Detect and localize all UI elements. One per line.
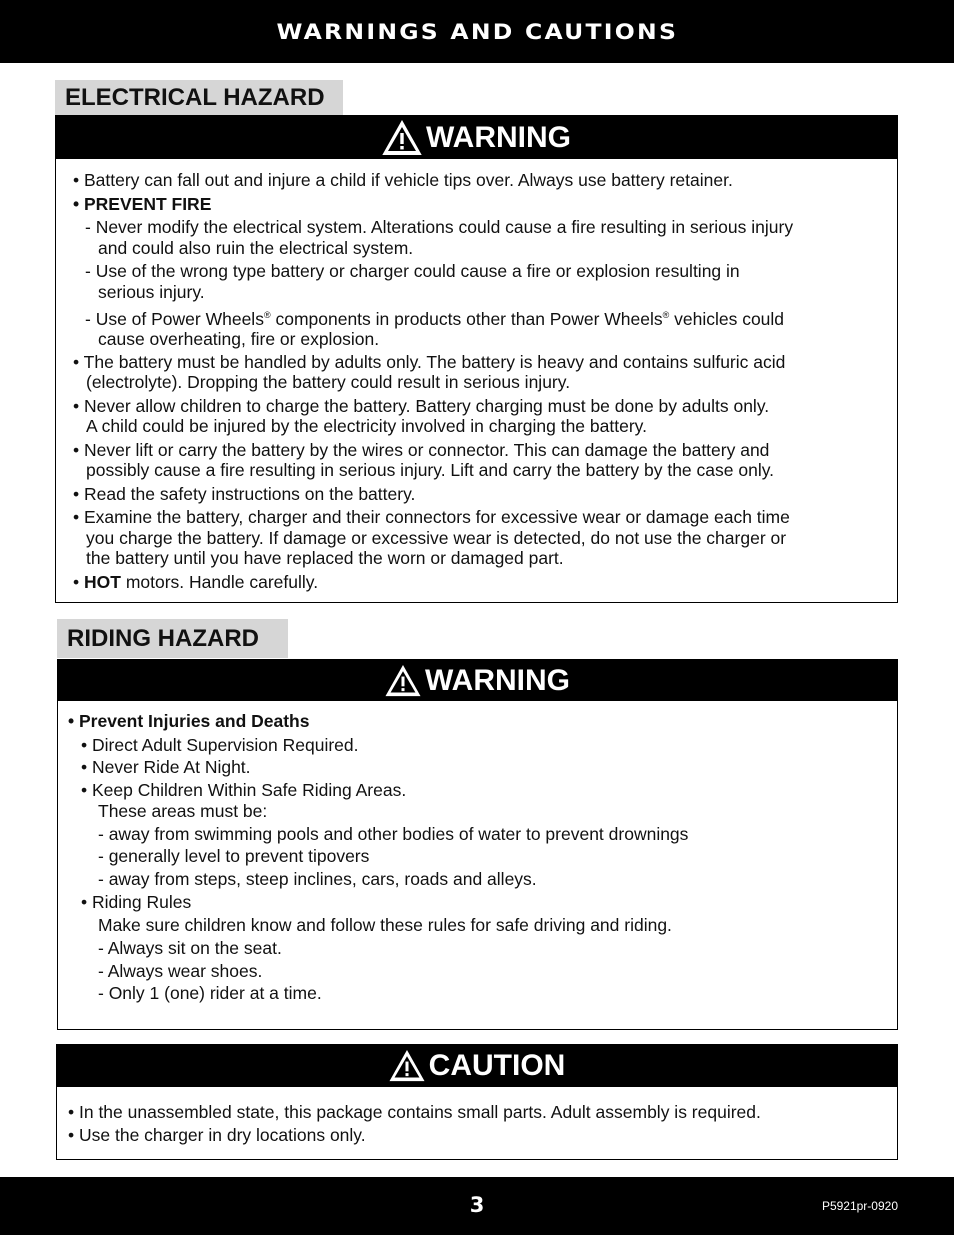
warning-triangle-icon	[382, 120, 422, 156]
electrical-warning-label: WARNING	[426, 120, 571, 154]
page-footer	[0, 1177, 954, 1235]
prevent-fire-heading: • PREVENT FIRE	[73, 193, 212, 214]
registered-mark: ®	[263, 310, 271, 320]
electrical-warning-body	[73, 170, 883, 592]
riding-item-rules: • Riding Rules	[81, 892, 192, 912]
fire-item-components-a: - Use of Power Wheels	[85, 308, 264, 329]
hot-rest: motors. Handle carefully.	[120, 571, 319, 592]
fire-item-components	[73, 305, 883, 329]
electrical-item-lift: • Never lift or carry the battery by the wires or connector. This can damage the battery and	[73, 439, 770, 460]
riding-area-level: - generally level to prevent tipovers	[98, 846, 370, 866]
caution-body	[68, 1101, 883, 1147]
page-number: 3	[469, 1193, 485, 1217]
riding-hazard-title: RIDING HAZARD	[57, 619, 288, 658]
caution-item-dry-locations: • Use the charger in dry locations only.	[68, 1125, 366, 1145]
electrical-warning-banner	[56, 116, 897, 159]
riding-warning-label: WARNING	[425, 663, 570, 697]
electrical-item-examine: • Examine the battery, charger and their connectors for excessive wear or damage each time	[73, 507, 790, 528]
electrical-item-adults-only: • The battery must be handled by adults only. The battery is heavy and contains sulfuric acid	[73, 351, 786, 372]
riding-rule-seat: - Always sit on the seat.	[98, 938, 282, 958]
fire-item-modify-cont: and could also ruin the electrical system.	[98, 237, 414, 258]
riding-rule-shoes: - Always wear shoes.	[98, 960, 263, 981]
riding-item-supervision: • Direct Adult Supervision Required.	[81, 734, 359, 755]
riding-area-steps: - away from steps, steep inclines, cars, roads and alleys.	[98, 868, 537, 889]
caution-item-small-parts: • In the unassembled state, this package contains small parts. Adult assembly is required.	[68, 1102, 761, 1122]
fire-item-wrong-battery-cont: serious injury.	[98, 281, 205, 302]
page-header	[0, 0, 954, 63]
hot-label: HOT	[84, 571, 121, 592]
caution-triangle-icon	[389, 1050, 425, 1082]
electrical-item-examine-cont2: the battery until you have replaced the worn or damaged part.	[86, 548, 564, 569]
riding-rule-one-rider: - Only 1 (one) rider at a time.	[98, 983, 322, 1003]
riding-area-pools: - away from swimming pools and other bodies of water to prevent drownings	[98, 823, 689, 844]
prevent-injuries-heading: • Prevent Injuries and Deaths	[68, 711, 310, 731]
caution-banner	[57, 1045, 897, 1087]
electrical-hazard-title: ELECTRICAL HAZARD	[55, 80, 343, 116]
fire-item-components-cont: cause overheating, fire or explosion.	[98, 329, 380, 350]
riding-item-safe-areas: • Keep Children Within Safe Riding Areas.	[81, 779, 407, 800]
riding-item-areas-intro: These areas must be:	[98, 801, 268, 821]
warning-triangle-icon	[385, 665, 421, 697]
fire-item-components-c: vehicles could	[669, 308, 785, 329]
registered-mark: ®	[662, 310, 670, 320]
fire-item-components-b: components in products other than Power Wheels	[270, 308, 663, 329]
riding-warning-body	[68, 711, 883, 1005]
riding-item-night: • Never Ride At Night.	[81, 757, 251, 777]
riding-rules-intro: Make sure children know and follow these rules for safe driving and riding.	[98, 914, 672, 935]
electrical-item-adults-only-cont: (electrolyte). Dropping the battery could result in serious injury.	[86, 372, 571, 393]
fire-item-wrong-battery: - Use of the wrong type battery or charger could cause a fire or explosion resulting in	[85, 261, 740, 281]
riding-warning-box	[57, 659, 898, 1030]
electrical-item-read-instructions: • Read the safety instructions on the battery.	[73, 483, 416, 504]
electrical-warning-box	[55, 115, 898, 603]
electrical-item-charging-cont: A child could be injured by the electricity involved in charging the battery.	[86, 416, 647, 437]
hot-bullet: •	[73, 571, 84, 592]
riding-warning-banner	[58, 660, 897, 701]
caution-label: CAUTION	[428, 1049, 566, 1082]
document-code: P5921pr-0920	[821, 1199, 898, 1213]
electrical-item-battery-retainer: • Battery can fall out and injure a child if vehicle tips over. Always use battery retainer.	[73, 170, 733, 190]
electrical-item-lift-cont: possibly cause a fire resulting in serious injury. Lift and carry the battery by the case only.	[86, 460, 775, 481]
page-header-title: WARNINGS AND CAUTIONS	[276, 19, 678, 44]
caution-box	[56, 1044, 898, 1160]
electrical-item-charging: • Never allow children to charge the battery. Battery charging must be done by adults only.	[73, 395, 770, 416]
electrical-item-hot-motors	[73, 572, 883, 593]
fire-item-modify: - Never modify the electrical system. Alterations could cause a fire resulting in serious injury	[85, 217, 794, 237]
electrical-item-examine-cont1: you charge the battery. If damage or excessive wear is detected, do not use the charger or	[86, 527, 787, 548]
